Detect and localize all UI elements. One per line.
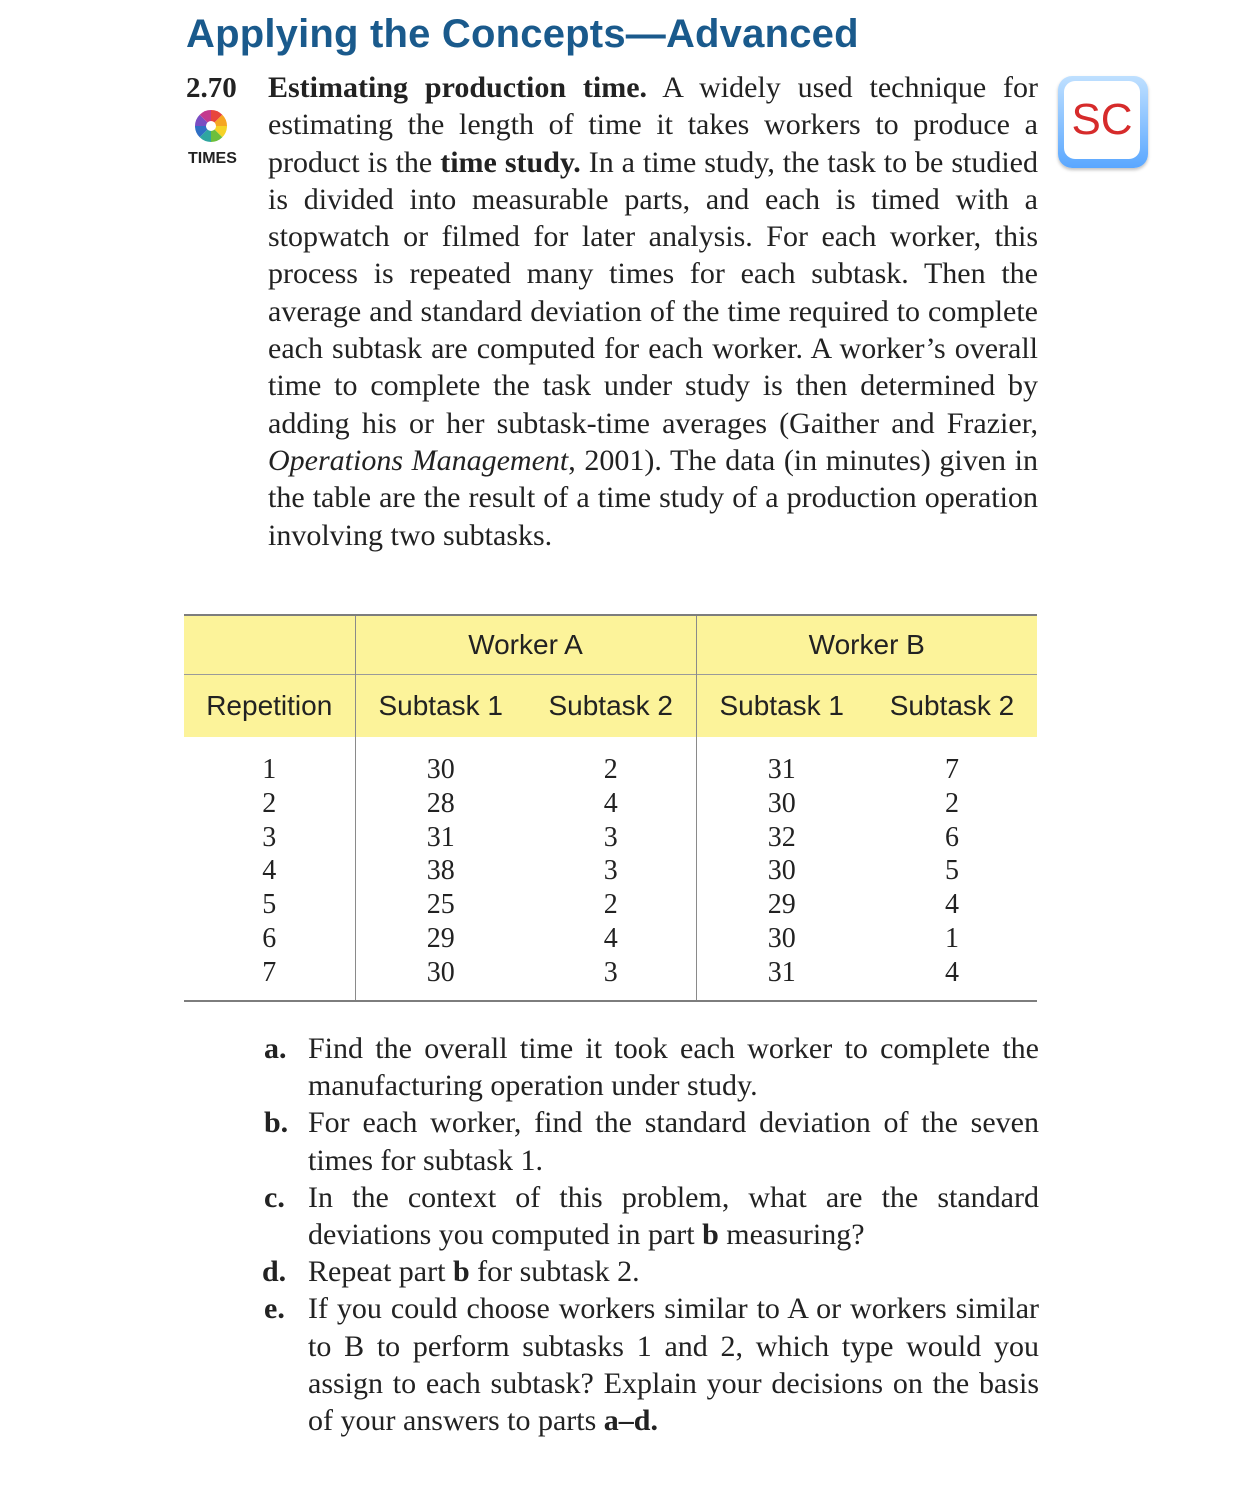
- sc-badge-label: SC: [1064, 81, 1140, 159]
- question-part-ref: b: [702, 1218, 719, 1252]
- table-cell: 31: [767, 754, 796, 785]
- question-letter: d.: [262, 1255, 287, 1289]
- table-row: [184, 821, 1037, 855]
- table-cell: 30: [767, 855, 796, 887]
- time-study-table: [184, 614, 1037, 1002]
- table-row: [184, 854, 1037, 888]
- table-cell: 7: [184, 956, 355, 1001]
- table-cell: 30: [426, 754, 455, 785]
- data-file-label: TIMES: [188, 150, 237, 167]
- question-e: [258, 1290, 1039, 1439]
- table-cell: 25: [426, 889, 455, 921]
- table-row: [184, 787, 1037, 821]
- exercise-number: 2.70: [186, 72, 237, 104]
- group-header-worker-b: Worker B: [696, 615, 1037, 675]
- table-header-empty: [184, 615, 355, 675]
- question-text: If you could choose workers similar to A or workers similar to B to perform subtasks 1 and 2, which type would you assign to each subtask? Explain your decisions on the basis of your answers to parts: [308, 1292, 1039, 1438]
- question-a: [258, 1030, 1039, 1104]
- question-text: Find the overall time it took each worker to complete the manufacturing operation under study.: [308, 1032, 1039, 1103]
- question-text: For each worker, find the standard deviation of the seven times for subtask 1.: [308, 1106, 1039, 1177]
- question-letter: e.: [264, 1292, 285, 1326]
- exercise-text-part-3: , 2001). The data (in minutes) given in the table are the result of a time study of a production operation involving two subtasks.: [268, 443, 1038, 552]
- question-text: Repeat part: [308, 1255, 453, 1289]
- table-cell: 2: [184, 787, 355, 821]
- table-row: [184, 737, 1037, 787]
- question-list: [258, 1030, 1039, 1439]
- column-header-a-subtask-1: Subtask 1: [355, 675, 526, 738]
- table-cell: 4: [945, 889, 959, 921]
- exercise-text-part-2: In a time study, the task to be studied is divided into measurable parts, and each is timed with a stopwatch or filmed for later analysis. For each worker, this process is repeated many times for each subtask. Then the average and standard deviation of the time required to complete each subtask are computed for each worker. A worker’s overall time to complete the task under study is then determined by adding his or her subtask-time averages (Gaither and Frazier,: [268, 145, 1038, 440]
- column-header-b-subtask-1: Subtask 1: [696, 675, 867, 738]
- question-part-ref: a–d.: [603, 1404, 658, 1438]
- table-row: [184, 956, 1037, 1001]
- exercise-text: [268, 69, 1038, 554]
- table-cell: 28: [426, 787, 455, 819]
- question-d: [258, 1253, 1039, 1290]
- table-cell: 30: [767, 787, 796, 819]
- table-cell: 31: [426, 821, 455, 853]
- question-b: [258, 1104, 1039, 1178]
- question-letter: a.: [264, 1032, 287, 1065]
- question-letter: b.: [264, 1106, 289, 1140]
- table-cell: 4: [526, 922, 696, 956]
- column-header-a-subtask-2: Subtask 2: [526, 675, 696, 738]
- table-cell: 1: [184, 737, 355, 787]
- table-cell: 1: [945, 922, 959, 954]
- table-cell: 31: [696, 956, 867, 1001]
- times-data-icon: [193, 108, 229, 144]
- table-group-header-row: [184, 615, 1037, 675]
- question-letter: c.: [264, 1180, 285, 1214]
- table-cell: 29: [426, 922, 455, 954]
- exercise-key-term: time study.: [440, 145, 581, 179]
- table-row: [184, 922, 1037, 956]
- question-text: In the context of this problem, what are the standard deviations you computed in part: [308, 1180, 1039, 1252]
- table-cell: 3: [526, 854, 696, 888]
- table-cell: 32: [767, 821, 796, 853]
- table-row: [184, 888, 1037, 922]
- column-header-b-subtask-2: Subtask 2: [867, 675, 1037, 738]
- question-part-ref: b: [452, 1255, 470, 1289]
- exercise-text-part-1: A widely used technique for estimating the length of time it takes workers to produce a product is the: [268, 71, 1039, 179]
- question-text-end: measuring?: [718, 1218, 865, 1252]
- table-cell: 6: [945, 821, 959, 853]
- section-heading: Applying the Concepts—Advanced: [186, 12, 859, 56]
- table-cell: 4: [184, 854, 355, 888]
- table-cell: 5: [184, 888, 355, 922]
- group-header-worker-a: Worker A: [355, 615, 696, 675]
- table-cell: 2: [526, 888, 696, 922]
- table-cell: 3: [526, 821, 696, 855]
- table-column-header-row: [184, 675, 1037, 738]
- column-header-repetition: Repetition: [184, 675, 355, 738]
- question-c: [258, 1179, 1039, 1253]
- table-cell: 38: [426, 855, 455, 887]
- table-cell: 3: [184, 821, 355, 855]
- table-cell: 3: [526, 956, 696, 1001]
- table-cell: 6: [184, 922, 355, 956]
- exercise-citation-title: Operations Management: [268, 443, 569, 477]
- table-cell: 29: [767, 889, 796, 921]
- sc-badge: [1058, 76, 1148, 168]
- table-cell: 4: [526, 787, 696, 821]
- table-cell: 5: [945, 855, 959, 887]
- table-cell: 30: [767, 922, 796, 954]
- table-cell: 2: [526, 737, 696, 787]
- exercise-title: Estimating production time.: [268, 71, 648, 104]
- question-text-end: for subtask 2.: [469, 1255, 640, 1289]
- table-cell: 2: [945, 787, 959, 819]
- table-cell: 7: [945, 754, 959, 785]
- table-cell: 30: [355, 956, 526, 1001]
- table-cell: 4: [867, 956, 1037, 1001]
